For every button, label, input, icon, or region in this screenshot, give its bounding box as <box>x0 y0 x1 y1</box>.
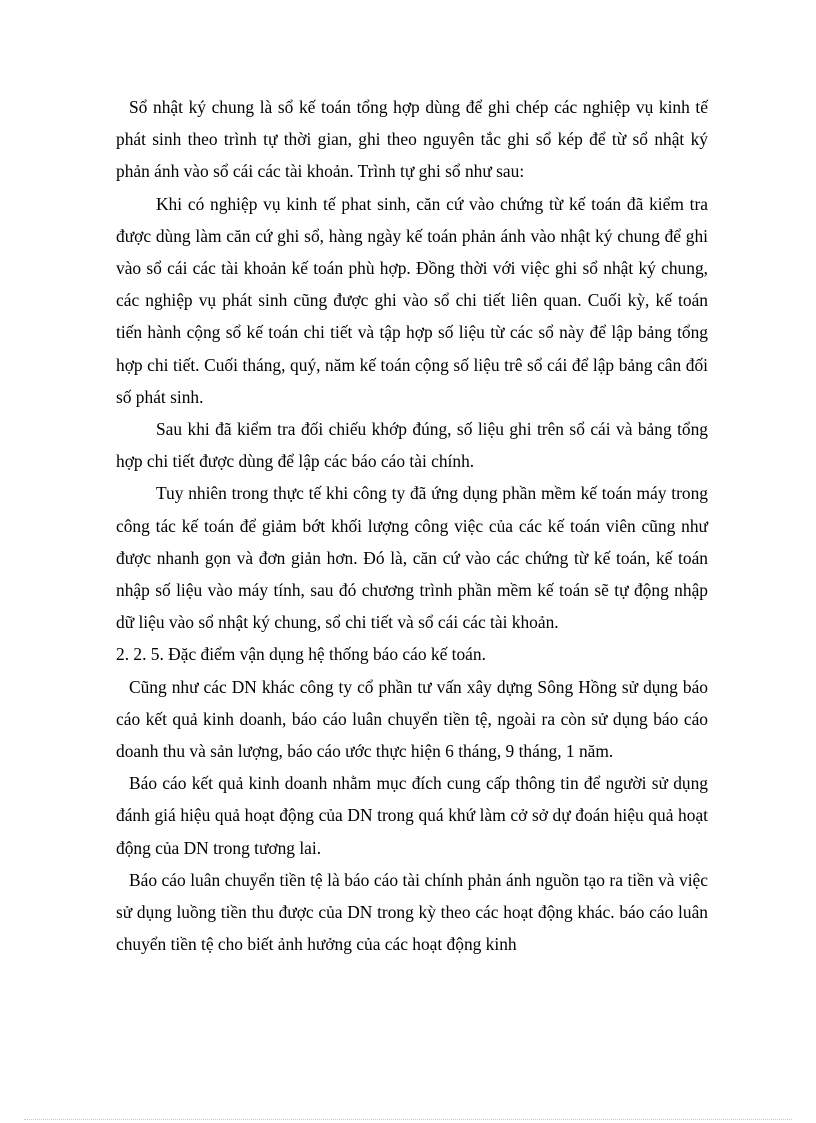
paragraph-accounting-software: Tuy nhiên trong thực tế khi công ty đã ứng dụng phần mềm kế toán máy trong công tác kế toán để giảm bớt khối lượng công việc của các kế toán viên cũng như được nhanh gọn và đơn giản hơn. Đó là, căn cứ vào các chứng từ kế toán, kế toán nhập số liệu vào máy tính, sau đó chương trình phần mềm kế toán sẽ tự động nhập dữ liệu vào sổ nhật ký chung, sổ chi tiết và sổ cái các tài khoản. <box>116 483 708 633</box>
page-bottom-divider <box>24 1119 792 1120</box>
paragraph-general-journal: Sổ nhật ký chung là sổ kế toán tổng hợp dùng để ghi chép các nghiệp vụ kinh tế phát sinh theo trình tự thời gian, ghi theo nguyên tắc ghi sổ kép để từ sổ nhật ký phản ánh vào sổ cái các tài khoản. Trình tự ghi sổ như sau: <box>116 97 708 182</box>
paragraph-income-statement: Báo cáo kết quả kinh doanh nhằm mục đích cung cấp thông tin để người sử dụng đánh giá hiệu quả hoạt động của DN trong quá khứ làm cở sở dự đoán hiệu quả hoạt động của DN trong tương lai. <box>116 773 708 858</box>
paragraph-reconciliation: Sau khi đã kiểm tra đối chiếu khớp đúng, số liệu ghi trên sổ cái và bảng tổng hợp chi tiết được dùng để lập các báo cáo tài chính. <box>116 419 708 472</box>
paragraph-report-system: Cũng như các DN khác công ty cổ phần tư vấn xây dựng Sông Hồng sử dụng báo cáo kết quả kinh doanh, báo cáo luân chuyển tiền tệ, ngoài ra còn sử dụng báo cáo doanh thu và sản lượng, báo cáo ước thực hiện 6 tháng, 9 tháng, 1 năm. <box>116 676 708 762</box>
paragraph-cash-flow: Báo cáo luân chuyển tiền tệ là báo cáo tài chính phản ánh nguồn tạo ra tiền và việc sử dụng luồng tiền thu được của DN trong kỳ theo các hoạt động khác. báo cáo luân chuyển tiền tệ cho biết ảnh hưởng của các hoạt động kinh <box>116 869 708 955</box>
section-heading: 2. 2. 5. Đặc điểm vận dụng hệ thống báo cáo kế toán. <box>116 644 486 665</box>
document-body <box>116 91 708 960</box>
paragraph-recording-procedure: Khi có nghiệp vụ kinh tế phat sinh, căn cứ vào chứng từ kế toán đã kiểm tra được dùng làm căn cứ ghi sổ, hàng ngày kế toán phản ánh vào nhật ký chung để ghi vào sổ cái các tài khoản kế toán phù hợp. Đồng thời với việc ghi sổ nhật ký chung, các nghiệp vụ phát sinh cũng được ghi vào sổ chi tiết liên quan. Cuối kỳ, kế toán tiến hành cộng sổ kế toán chi tiết và tập hợp số liệu từ các sổ này để lập bảng tổng hợp chi tiết. Cuối tháng, quý, năm kế toán cộng số liệu trê sổ cái để lập bảng cân đối số phát sinh. <box>116 193 708 407</box>
